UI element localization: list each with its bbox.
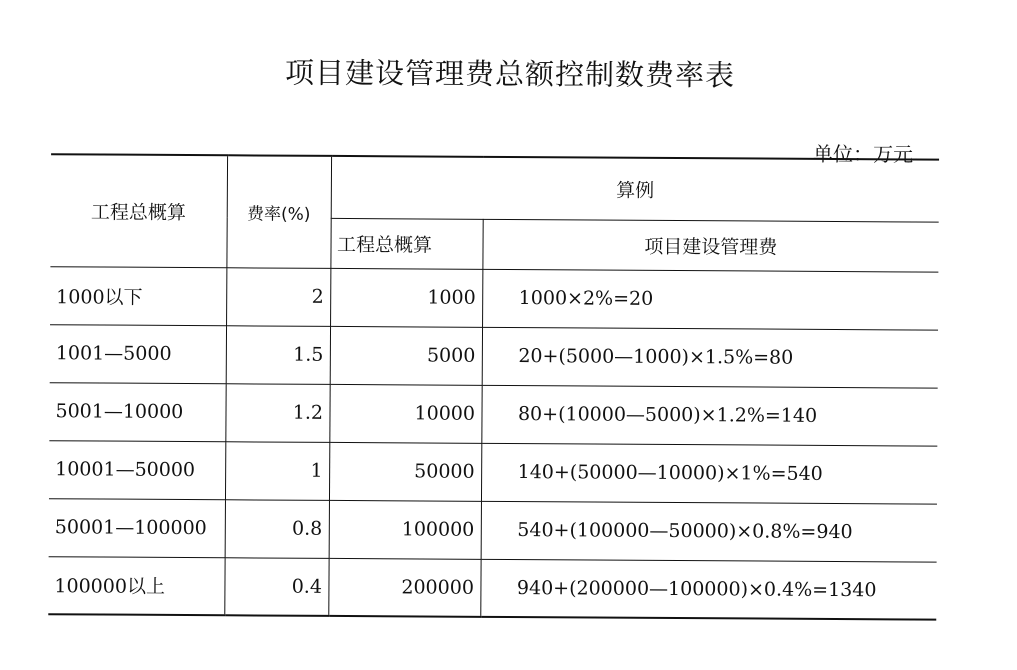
- cell-rate: 0.8: [225, 499, 329, 558]
- cell-example-total: 100000: [329, 500, 481, 559]
- cell-calculation: 140+(50000—10000)×1%=540: [481, 443, 937, 504]
- header-total-budget: 工程总概算: [50, 154, 227, 267]
- cell-range: 10001—50000: [49, 440, 225, 499]
- table-row: [49, 382, 937, 445]
- cell-range: 5001—10000: [49, 382, 225, 441]
- cell-range: 100000以上: [48, 556, 224, 615]
- cell-rate: 1: [225, 441, 329, 500]
- table-row: [50, 266, 938, 329]
- header-example-management-fee: 项目建设管理费: [482, 219, 938, 272]
- page-title: 项目建设管理费总额控制数费率表: [284, 55, 736, 93]
- cell-rate: 0.4: [224, 557, 328, 616]
- cell-rate: 1.2: [225, 383, 329, 442]
- cell-calculation: 540+(100000—50000)×0.8%=940: [481, 501, 937, 562]
- cell-range: 50001—100000: [49, 498, 225, 557]
- cell-rate: 1.5: [226, 325, 330, 384]
- cell-example-total: 10000: [329, 384, 481, 443]
- cell-calculation: 940+(200000—100000)×0.4%=1340: [480, 559, 936, 620]
- cell-calculation: 20+(5000—1000)×1.5%=80: [482, 327, 938, 388]
- header-example: 算例: [331, 156, 939, 222]
- cell-calculation: 1000×2%=20: [482, 269, 938, 330]
- cell-example-total: 50000: [329, 442, 481, 501]
- cell-example-total: 200000: [328, 558, 480, 617]
- cell-range: 1000以下: [50, 266, 226, 325]
- header-rate: 费率(%): [226, 155, 331, 268]
- table-row: [48, 556, 936, 619]
- cell-example-total: 5000: [330, 326, 482, 385]
- cell-calculation: 80+(10000—5000)×1.2%=140: [481, 385, 937, 446]
- cell-example-total: 1000: [330, 268, 482, 327]
- table-row: [49, 440, 937, 503]
- table-row: [50, 324, 938, 387]
- table-row: [49, 498, 937, 561]
- unit-label: 单位：万元: [813, 141, 914, 167]
- fee-rate-table: [48, 153, 939, 620]
- header-example-total-budget: 工程总概算: [330, 218, 482, 269]
- cell-rate: 2: [226, 267, 330, 326]
- cell-range: 1001—5000: [50, 324, 226, 383]
